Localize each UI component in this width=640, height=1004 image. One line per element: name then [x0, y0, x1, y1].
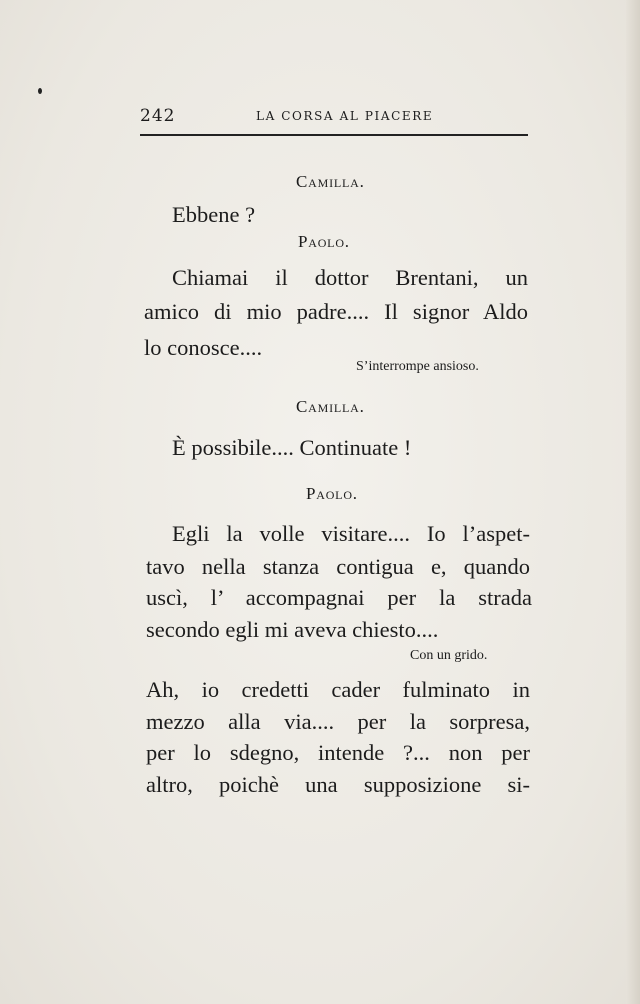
page-edge-shadow [626, 0, 640, 1004]
dialogue-line: È possibile.... Continuate ! [172, 435, 412, 460]
dialogue-line: uscì, l’ accompagnai per la strada [146, 585, 532, 610]
stage-direction: Con un grido. [410, 648, 488, 663]
dialogue-line: per lo sdegno, intende ?... non per [146, 740, 530, 765]
stage-direction: S’interrompe ansioso. [356, 359, 479, 374]
page-number: 242 [140, 106, 176, 126]
dialogue-line: Chiamai il dottor Brentani, un [172, 265, 528, 290]
ink-speck [38, 88, 42, 94]
dialogue-line: Ebbene ? [172, 202, 256, 227]
running-head [140, 106, 528, 130]
dialogue-line: amico di mio padre.... Il signor Aldo [144, 299, 528, 324]
dialogue-line: tavo nella stanza contigua e, quando [146, 554, 530, 579]
running-title: LA CORSA AL PIACERE [256, 109, 434, 123]
dialogue-line: secondo egli mi aveva chiesto.... [146, 617, 439, 642]
header-rule [140, 134, 528, 136]
dialogue-line: Egli la volle visitare.... Io l’aspet- [172, 521, 530, 546]
speaker-label: Paolo. [306, 484, 358, 503]
speaker-label: Camilla. [296, 397, 365, 416]
dialogue-line: lo conosce.... [144, 335, 263, 360]
dialogue-line: altro, poichè una supposizione si- [146, 772, 530, 797]
speaker-label: Camilla. [296, 172, 365, 191]
speaker-label: Paolo. [298, 232, 350, 251]
dialogue-line: Ah, io credetti cader fulminato in [146, 677, 530, 702]
dialogue-line: mezzo alla via.... per la sorpresa, [146, 709, 530, 734]
